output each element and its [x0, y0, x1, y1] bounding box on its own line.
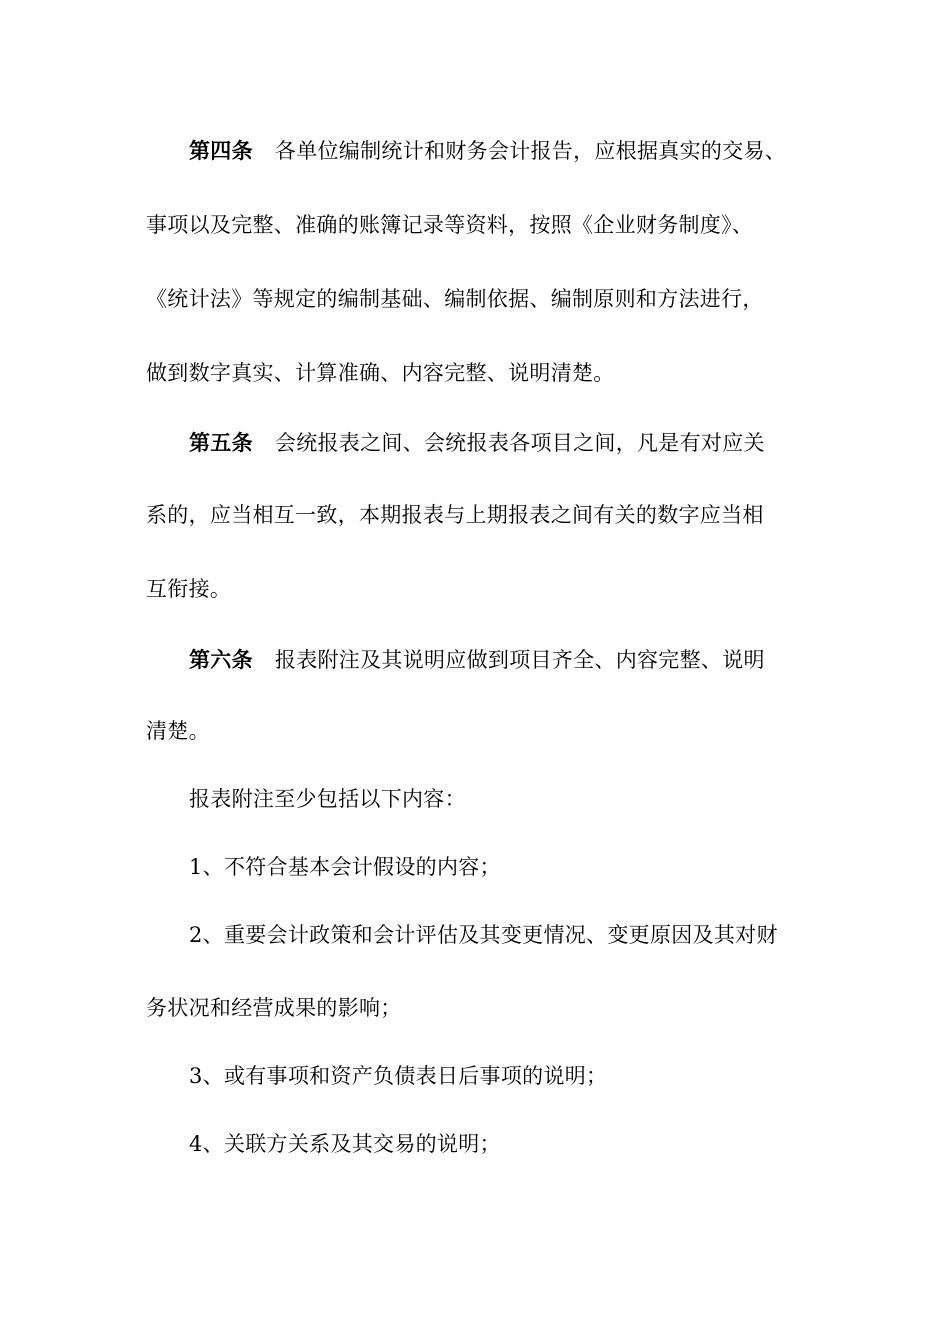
article-4-line-2: 事项以及完整、准确的账簿记录等资料，按照《企业财务制度》、 — [146, 213, 754, 237]
notes-item-2-line-2: 务状况和经营成果的影响； — [146, 996, 402, 1020]
article-5-label: 第五条 — [189, 430, 253, 455]
notes-intro: 报表附注至少包括以下内容： — [189, 787, 466, 811]
notes-item-1: 1、不符合基本会计假设的内容； — [189, 855, 501, 879]
article-4-line-3: 《统计法》等规定的编制基础、编制依据、编制原则和方法进行， — [146, 287, 764, 311]
article-5-line-3: 互衔接。 — [146, 577, 232, 601]
article-4-label: 第四条 — [189, 138, 253, 163]
notes-item-3: 3、或有事项和资产负债表日后事项的说明； — [189, 1064, 608, 1088]
article-4-text: 各单位编制统计和财务会计报告，应根据真实的交易、 — [274, 139, 787, 163]
article-4-line-4: 做到数字真实、计算准确、内容完整、说明清楚。 — [146, 361, 615, 385]
article-6-label: 第六条 — [189, 647, 253, 672]
article-5-line-2: 系的，应当相互一致，本期报表与上期报表之间有关的数字应当相 — [146, 503, 764, 527]
article-6-line-1 — [189, 645, 869, 675]
article-5-line-1 — [189, 428, 869, 458]
article-4-line-1 — [189, 136, 869, 166]
notes-item-2-line-1: 2、重要会计政策和会计评估及其变更情况、变更原因及其对财 — [189, 923, 778, 947]
notes-item-4: 4、关联方关系及其交易的说明； — [189, 1132, 501, 1156]
article-6-text: 报表附注及其说明应做到项目齐全、内容完整、说明 — [274, 648, 765, 672]
article-5-text: 会统报表之间、会统报表各项目之间，凡是有对应关 — [274, 431, 765, 455]
article-6-line-2: 清楚。 — [146, 719, 210, 743]
